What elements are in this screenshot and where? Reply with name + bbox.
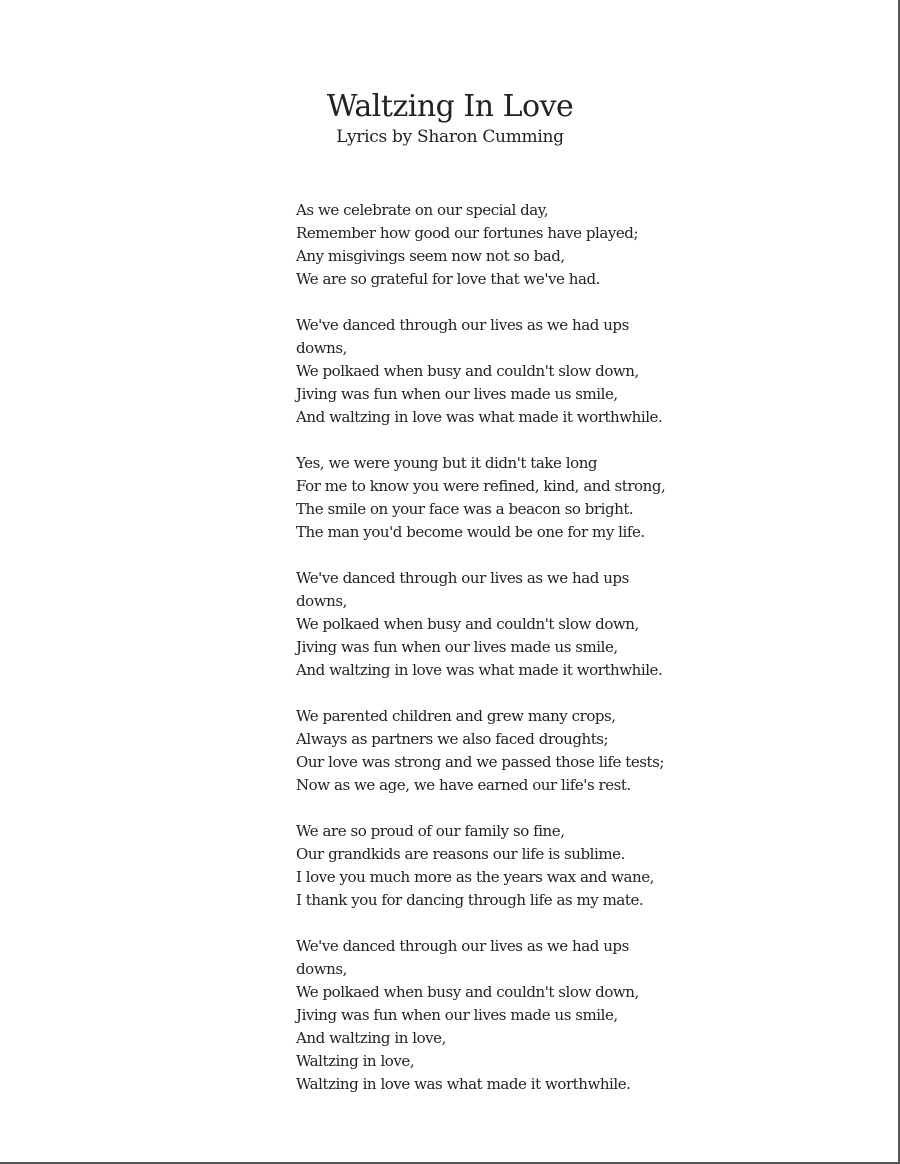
lyric-line: We've danced through our lives as we had ups	[296, 937, 629, 955]
stanza	[296, 567, 676, 682]
lyric-line: downs,	[296, 960, 347, 978]
lyric-line: Jiving was fun when our lives made us smile,	[296, 385, 618, 403]
lyric-line: We polkaed when busy and couldn't slow down,	[296, 983, 639, 1001]
lyric-line: As we celebrate on our special day,	[296, 201, 549, 219]
lyric-line: We parented children and grew many crops,	[296, 707, 616, 725]
lyric-line: Any misgivings seem now not so bad,	[296, 247, 565, 265]
stanza	[296, 935, 676, 1096]
lyric-line: Jiving was fun when our lives made us smile,	[296, 638, 618, 656]
song-byline: Lyrics by Sharon Cumming	[336, 127, 564, 147]
stanza	[296, 314, 676, 429]
stanza	[296, 199, 676, 291]
lyric-line: And waltzing in love was what made it worthwhile.	[296, 408, 663, 426]
lyric-line: downs,	[296, 592, 347, 610]
lyric-line: Our love was strong and we passed those life tests;	[296, 753, 664, 771]
lyric-line: We are so grateful for love that we've had.	[296, 270, 600, 288]
lyric-line: Yes, we were young but it didn't take long	[296, 454, 598, 472]
lyric-line: We've danced through our lives as we had ups	[296, 569, 629, 587]
lyric-line: And waltzing in love,	[296, 1029, 446, 1047]
lyric-line: Remember how good our fortunes have played;	[296, 224, 639, 242]
lyric-line: We've danced through our lives as we had ups	[296, 316, 629, 334]
song-title: Waltzing In Love	[326, 89, 574, 124]
lyric-line: Waltzing in love was what made it worthwhile.	[296, 1075, 631, 1093]
lyric-line: I love you much more as the years wax and wane,	[296, 868, 654, 886]
lyric-line: Now as we age, we have earned our life's rest.	[296, 776, 631, 794]
title-block	[0, 88, 900, 148]
lyric-line: We polkaed when busy and couldn't slow down,	[296, 615, 639, 633]
stanza	[296, 452, 676, 544]
lyric-line: downs,	[296, 339, 347, 357]
stanza	[296, 820, 676, 912]
lyric-line: The smile on your face was a beacon so bright.	[296, 500, 634, 518]
lyric-line: We are so proud of our family so fine,	[296, 822, 565, 840]
lyric-line: Jiving was fun when our lives made us smile,	[296, 1006, 618, 1024]
lyric-line: Always as partners we also faced droughts;	[296, 730, 609, 748]
lyric-line: We polkaed when busy and couldn't slow down,	[296, 362, 639, 380]
lyric-line: For me to know you were refined, kind, and strong,	[296, 477, 666, 495]
lyric-line: I thank you for dancing through life as my mate.	[296, 891, 644, 909]
stanza	[296, 705, 676, 797]
lyric-line: Waltzing in love,	[296, 1052, 415, 1070]
lyric-line: Our grandkids are reasons our life is sublime.	[296, 845, 625, 863]
lyric-line: The man you'd become would be one for my life.	[296, 523, 645, 541]
lyric-line: And waltzing in love was what made it worthwhile.	[296, 661, 663, 679]
lyrics-body	[296, 199, 676, 1119]
